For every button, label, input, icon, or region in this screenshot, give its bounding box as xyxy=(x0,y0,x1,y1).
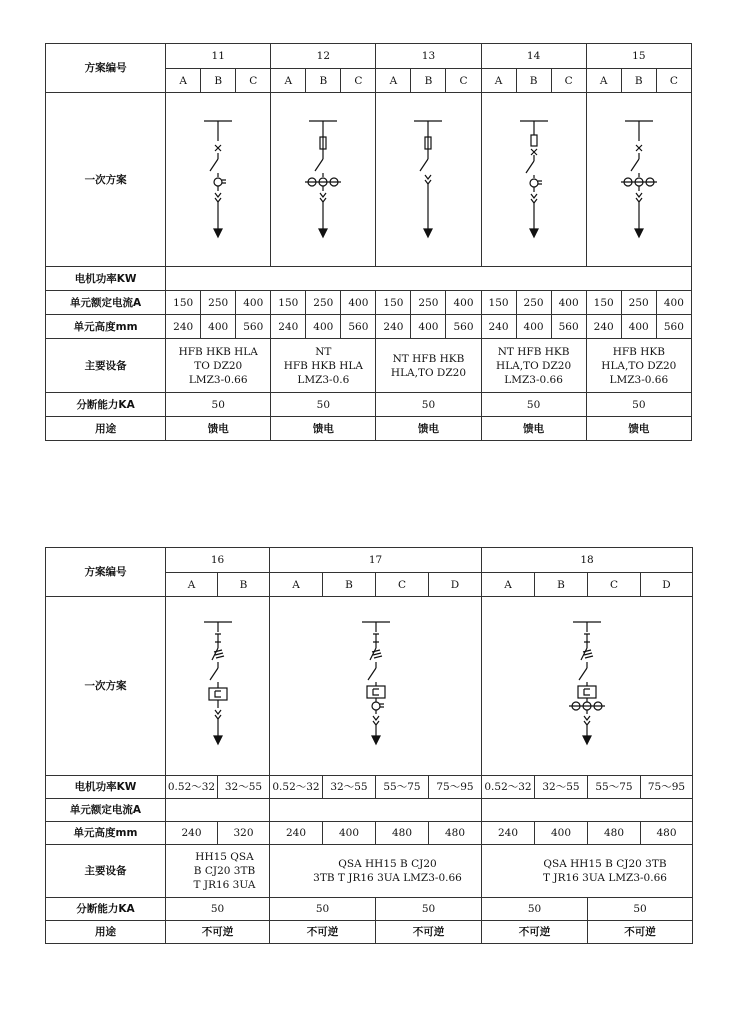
usage-17-cd: 不可逆 xyxy=(376,921,482,944)
sub-15-c: C xyxy=(656,69,691,93)
equipment-line: HFB HKB HLA xyxy=(283,359,363,372)
label-usage-2: 用途 xyxy=(46,921,166,944)
sub-14-c: C xyxy=(551,69,586,93)
height-14-b: 400 xyxy=(516,315,551,339)
equipment-line: HLA,TO DZ20 xyxy=(601,359,677,372)
sub-17-d: D xyxy=(429,573,482,597)
diagram-11 xyxy=(166,93,271,267)
sub-17-b: B xyxy=(323,573,376,597)
usage-18-cd: 不可逆 xyxy=(588,921,693,944)
usage-13: 馈电 xyxy=(376,417,481,441)
breaking-18-cd: 50 xyxy=(588,898,693,921)
sub-11-b: B xyxy=(201,69,236,93)
height-11-b: 400 xyxy=(201,315,236,339)
motor-17-b: 32～55 xyxy=(323,776,376,799)
height-17-b: 400 xyxy=(323,822,376,845)
usage-12: 馈电 xyxy=(271,417,376,441)
sub-18-b: B xyxy=(535,573,588,597)
height-17-c: 480 xyxy=(376,822,429,845)
equipment-11 xyxy=(166,339,271,393)
label-height-2: 单元高度mm xyxy=(46,822,166,845)
scheme-no-15: 15 xyxy=(586,44,691,69)
sub-17-c: C xyxy=(376,573,429,597)
height-11-c: 560 xyxy=(236,315,271,339)
scheme-no-17: 17 xyxy=(270,548,482,573)
label-motor-2: 电机功率KW xyxy=(46,776,166,799)
motor-16-a: 0.52～32 xyxy=(166,776,218,799)
height-13-b: 400 xyxy=(411,315,446,339)
circuit-diagram-icon xyxy=(346,616,406,756)
sub-18-d: D xyxy=(641,573,693,597)
sub-18-a: A xyxy=(482,573,535,597)
height-17-a: 240 xyxy=(270,822,323,845)
current-14-c: 400 xyxy=(551,291,586,315)
scheme-table-11-15 xyxy=(45,43,692,441)
usage-15: 馈电 xyxy=(586,417,691,441)
label-current-2: 单元额定电流A xyxy=(46,799,166,822)
sub-16-b: B xyxy=(218,573,270,597)
scheme-no-16: 16 xyxy=(166,548,270,573)
height-18-c: 480 xyxy=(588,822,641,845)
breaking-11: 50 xyxy=(166,393,271,417)
equipment-15 xyxy=(586,339,691,393)
height-15-c: 560 xyxy=(656,315,691,339)
equipment-line: HFB HKB HLA xyxy=(178,345,258,358)
motor-18-d: 75～95 xyxy=(641,776,693,799)
current-13-c: 400 xyxy=(446,291,481,315)
height-13-a: 240 xyxy=(376,315,411,339)
breaking-14: 50 xyxy=(481,393,586,417)
breaking-17-cd: 50 xyxy=(376,898,482,921)
equipment-line: HH15 QSA xyxy=(195,851,254,863)
sub-13-a: A xyxy=(376,69,411,93)
current-11-a: 150 xyxy=(166,291,201,315)
current-15-c: 400 xyxy=(656,291,691,315)
current-15-a: 150 xyxy=(586,291,621,315)
current-18-empty xyxy=(482,799,693,822)
equipment-18 xyxy=(482,845,693,898)
equipment-16 xyxy=(166,845,270,898)
scheme-no-13: 13 xyxy=(376,44,481,69)
equipment-line: 3TB T JR16 3UA LMZ3-0.66 xyxy=(313,872,462,884)
scheme-table-16-18 xyxy=(45,547,693,944)
circuit-diagram-icon xyxy=(504,115,564,245)
current-14-b: 250 xyxy=(516,291,551,315)
sub-17-a: A xyxy=(270,573,323,597)
equipment-line: T JR16 3UA LMZ3-0.66 xyxy=(543,872,667,884)
sub-14-a: A xyxy=(481,69,516,93)
current-13-a: 150 xyxy=(376,291,411,315)
label-scheme-no-2: 方案编号 xyxy=(46,548,166,597)
usage-17-ab: 不可逆 xyxy=(270,921,376,944)
usage-14: 馈电 xyxy=(481,417,586,441)
equipment-line: NT HFB HKB xyxy=(392,352,465,365)
equipment-line: B CJ20 3TB xyxy=(193,865,256,877)
breaking-16: 50 xyxy=(166,898,270,921)
height-15-a: 240 xyxy=(586,315,621,339)
current-15-b: 250 xyxy=(621,291,656,315)
breaking-12: 50 xyxy=(271,393,376,417)
equipment-line: LMZ3-0.66 xyxy=(504,373,563,386)
sub-11-c: C xyxy=(236,69,271,93)
label-equipment: 主要设备 xyxy=(46,339,166,393)
current-12-b: 250 xyxy=(306,291,341,315)
circuit-diagram-icon xyxy=(398,115,458,245)
circuit-diagram-icon xyxy=(599,115,679,245)
circuit-diagram-icon xyxy=(283,115,363,245)
current-14-a: 150 xyxy=(481,291,516,315)
height-13-c: 560 xyxy=(446,315,481,339)
usage-16: 不可逆 xyxy=(166,921,270,944)
breaking-15: 50 xyxy=(586,393,691,417)
current-11-c: 400 xyxy=(236,291,271,315)
diagram-17 xyxy=(270,597,482,776)
sub-13-b: B xyxy=(411,69,446,93)
current-12-a: 150 xyxy=(271,291,306,315)
diagram-12 xyxy=(271,93,376,267)
label-scheme-no: 方案编号 xyxy=(46,44,166,93)
motor-18-c: 55～75 xyxy=(588,776,641,799)
current-13-b: 250 xyxy=(411,291,446,315)
equipment-12 xyxy=(271,339,376,393)
equipment-line: LMZ3-0.6 xyxy=(297,373,350,386)
label-usage: 用途 xyxy=(46,417,166,441)
equipment-line: NT xyxy=(315,345,332,358)
diagram-14 xyxy=(481,93,586,267)
height-12-a: 240 xyxy=(271,315,306,339)
scheme-no-11: 11 xyxy=(166,44,271,69)
sub-12-c: C xyxy=(341,69,376,93)
height-18-a: 240 xyxy=(482,822,535,845)
scheme-no-12: 12 xyxy=(271,44,376,69)
label-primary-2: 一次方案 xyxy=(46,597,166,776)
scheme-no-14: 14 xyxy=(481,44,586,69)
label-current: 单元额定电流A xyxy=(46,291,166,315)
diagram-15 xyxy=(586,93,691,267)
motor-18-b: 32～55 xyxy=(535,776,588,799)
breaking-13: 50 xyxy=(376,393,481,417)
circuit-diagram-icon xyxy=(188,616,248,756)
sub-16-a: A xyxy=(166,573,218,597)
equipment-14 xyxy=(481,339,586,393)
current-12-c: 400 xyxy=(341,291,376,315)
height-18-d: 480 xyxy=(641,822,693,845)
height-16-b: 320 xyxy=(218,822,270,845)
label-breaking: 分断能力KA xyxy=(46,393,166,417)
equipment-line: QSA HH15 B CJ20 3TB xyxy=(543,858,667,870)
equipment-line: TO DZ20 xyxy=(194,359,243,372)
height-18-b: 400 xyxy=(535,822,588,845)
equipment-line: NT HFB HKB xyxy=(497,345,570,358)
height-11-a: 240 xyxy=(166,315,201,339)
height-12-b: 400 xyxy=(306,315,341,339)
equipment-line: QSA HH15 B CJ20 xyxy=(338,858,437,870)
height-15-b: 400 xyxy=(621,315,656,339)
equipment-line: HLA,TO DZ20 xyxy=(390,366,466,379)
height-17-d: 480 xyxy=(429,822,482,845)
label-breaking-2: 分断能力KA xyxy=(46,898,166,921)
motor-18-a: 0.52～32 xyxy=(482,776,535,799)
motor-empty xyxy=(166,267,692,291)
diagram-16 xyxy=(166,597,270,776)
motor-17-c: 55～75 xyxy=(376,776,429,799)
current-17-empty xyxy=(270,799,482,822)
equipment-line: LMZ3-0.66 xyxy=(188,373,248,386)
breaking-18-ab: 50 xyxy=(482,898,588,921)
label-equipment-2: 主要设备 xyxy=(46,845,166,898)
sub-12-b: B xyxy=(306,69,341,93)
equipment-line: HFB HKB xyxy=(612,345,665,358)
current-11-b: 250 xyxy=(201,291,236,315)
usage-18-ab: 不可逆 xyxy=(482,921,588,944)
usage-11: 馈电 xyxy=(166,417,271,441)
sub-13-c: C xyxy=(446,69,481,93)
sub-11-a: A xyxy=(166,69,201,93)
sub-15-a: A xyxy=(586,69,621,93)
sub-18-c: C xyxy=(588,573,641,597)
label-height: 单元高度mm xyxy=(46,315,166,339)
height-14-c: 560 xyxy=(551,315,586,339)
equipment-line: T JR16 3UA xyxy=(193,879,256,891)
motor-17-d: 75～95 xyxy=(429,776,482,799)
equipment-13 xyxy=(376,339,481,393)
sub-12-a: A xyxy=(271,69,306,93)
height-14-a: 240 xyxy=(481,315,516,339)
sub-15-b: B xyxy=(621,69,656,93)
diagram-13 xyxy=(376,93,481,267)
current-16-empty xyxy=(166,799,270,822)
label-motor: 电机功率KW xyxy=(46,267,166,291)
breaking-17-ab: 50 xyxy=(270,898,376,921)
equipment-line: HLA,TO DZ20 xyxy=(496,359,572,372)
motor-16-b: 32～55 xyxy=(218,776,270,799)
circuit-diagram-icon xyxy=(188,115,248,245)
height-12-c: 560 xyxy=(341,315,376,339)
motor-17-a: 0.52～32 xyxy=(270,776,323,799)
sub-14-b: B xyxy=(516,69,551,93)
equipment-17 xyxy=(270,845,482,898)
circuit-diagram-icon xyxy=(547,616,627,756)
height-16-a: 240 xyxy=(166,822,218,845)
diagram-18 xyxy=(482,597,693,776)
label-primary: 一次方案 xyxy=(46,93,166,267)
scheme-no-18: 18 xyxy=(482,548,693,573)
equipment-line: LMZ3-0.66 xyxy=(609,373,669,386)
